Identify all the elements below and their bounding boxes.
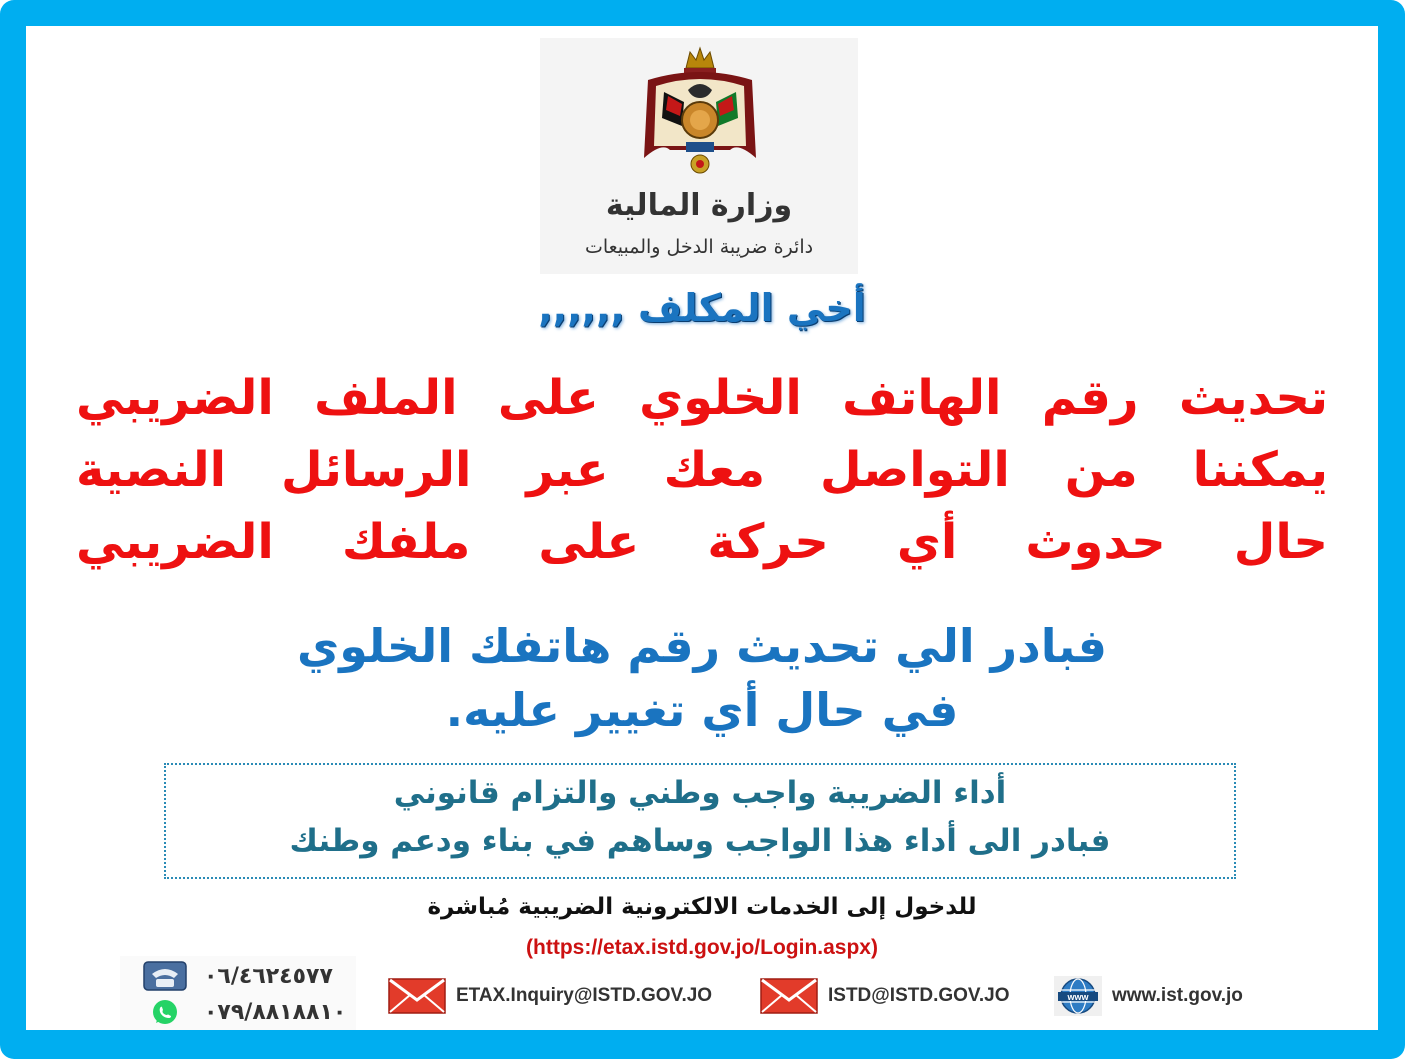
ministry-logo [540,38,858,274]
phone-row [120,958,356,994]
contact-email-main[interactable] [760,974,1009,1018]
cta-line-1: فبادر الي تحديث رقم هاتفك الخلوي [297,619,1107,673]
mobile-row [120,994,356,1030]
contact-website[interactable] [1054,974,1243,1018]
poster [26,26,1378,1030]
slogan-line-1: أداء الضريبة واجب وطني والتزام قانوني [393,775,1007,811]
notice-line-3: حال حدوث أي حركة على ملفك الضريبي [76,514,1328,570]
ministry-name: وزارة المالية [605,188,793,223]
slogan-line-2: فبادر الى أداء هذا الواجب وساهم في بناء ودعم وطنك [289,823,1111,859]
envelope-icon [388,978,446,1014]
website-text[interactable]: www.ist.gov.jo [1112,985,1243,1006]
eservices-label: للدخول إلى الخدمات الالكترونية الضريبية مُباشرة [427,894,977,920]
envelope-icon [760,978,818,1014]
mobile-number[interactable]: ٠٧٩/٨٨١٨٨١٠ [204,999,347,1025]
slogan-box [164,763,1236,879]
greeting-heading: أخي المكلف ,,,,,, [538,286,866,330]
telephone-icon [142,960,188,992]
notice-line-2: يمكننا من التواصل معك عبر الرسائل النصية [76,442,1328,498]
contact-email-inquiry[interactable] [388,974,712,1018]
notice-line-1: تحديث رقم الهاتف الخلوي على الملف الضريبي [76,370,1328,426]
globe-www-icon [1054,976,1102,1016]
svg-text:www: www [1067,992,1089,1002]
whatsapp-icon [142,996,188,1028]
email-inquiry-text[interactable]: ETAX.Inquiry@ISTD.GOV.JO [456,985,713,1006]
department-name: دائرة ضريبة الدخل والمبيعات [584,236,814,258]
coat-of-arms-icon [638,46,762,180]
phone-panel [120,956,356,1030]
cta-line-2: في حال أي تغيير عليه. [445,683,959,737]
phone-number[interactable]: ٠٦/٤٦٢٤٥٧٧ [204,963,333,989]
email-main-text[interactable]: ISTD@ISTD.GOV.JO [828,985,1010,1006]
eservices-link[interactable]: (https://etax.istd.gov.jo/Login.aspx) [526,936,878,959]
